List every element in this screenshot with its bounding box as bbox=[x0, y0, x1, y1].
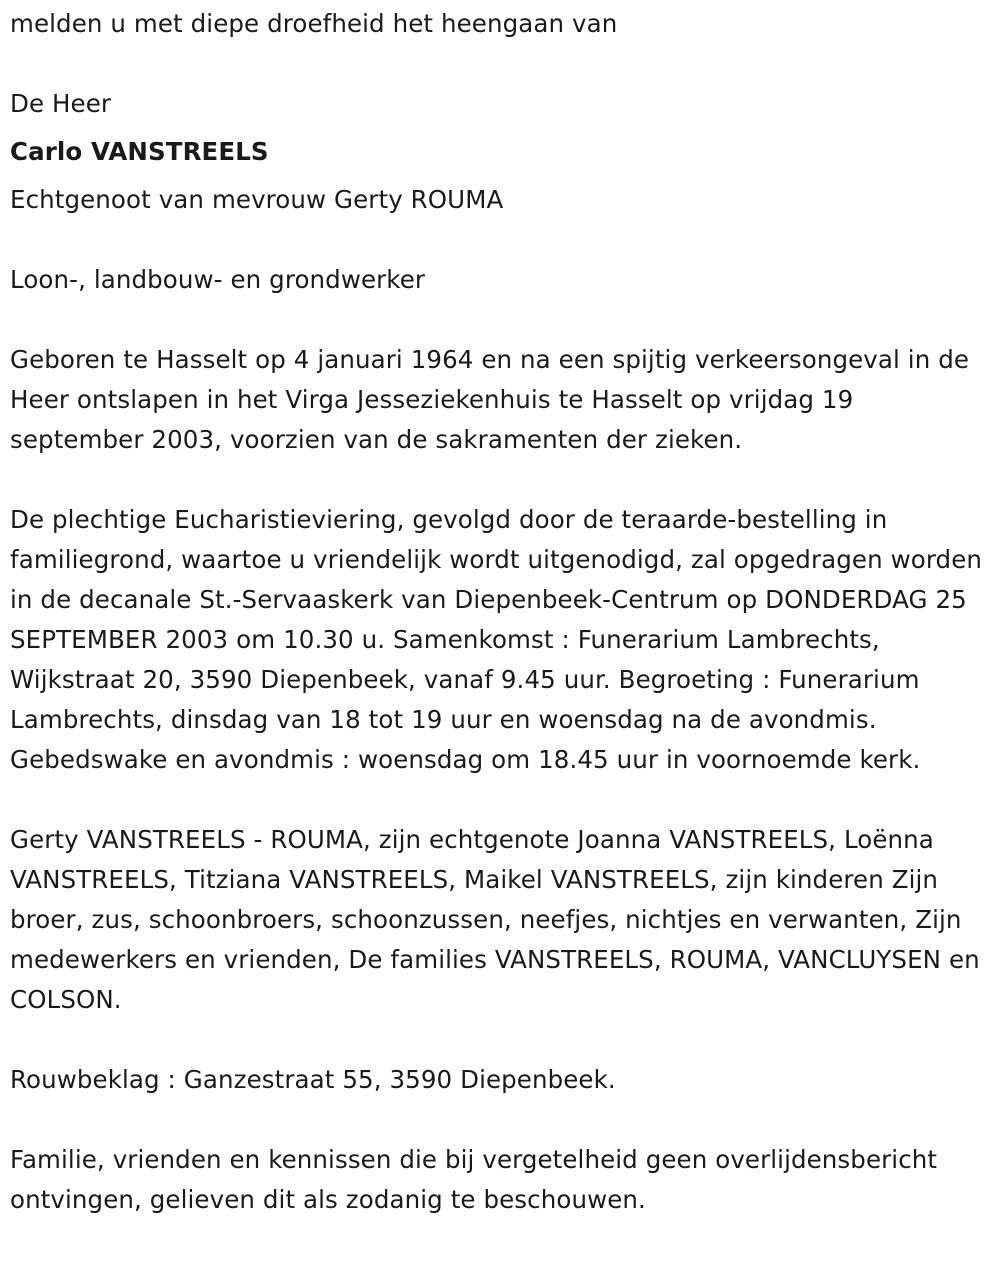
obituary-notice bbox=[10, 0, 992, 1220]
deceased-name: Carlo VANSTREELS bbox=[10, 137, 269, 166]
ceremony-paragraph: De plechtige Eucharistieviering, gevolgd door de teraarde-bestelling in familiegrond, waartoe u vriendelijk wordt uitgenodigd, zal opgedragen worden in de decanale St.-Servaaskerk van Diepenbeek-Centrum op DONDERDAG 25 SEPTEMBER 2003 om 10.30 u. Samenkomst : Funerarium Lambrechts, Wijkstraat 20, 3590 Diepenbeek, vanaf 9.45 uur. Begroeting : Funerarium Lambrechts, dinsdag van 18 tot 19 uur en woensdag na de avondmis. Gebedswake en avondmis : woensdag om 18.45 uur in voornoemde kerk. bbox=[10, 505, 983, 774]
honorific: De Heer bbox=[10, 89, 112, 118]
closing-paragraph: Familie, vrienden en kennissen die bij vergetelheid geen overlijdensbericht ontvingen, gelieven dit als zodanig te beschouwen. bbox=[10, 1145, 938, 1214]
spouse-line: Echtgenoot van mevrouw Gerty ROUMA bbox=[10, 185, 504, 214]
condolence-address: Rouwbeklag : Ganzestraat 55, 3590 Diepenbeek. bbox=[10, 1065, 616, 1094]
family-paragraph: Gerty VANSTREELS - ROUMA, zijn echtgenote Joanna VANSTREELS, Loënna VANSTREELS, Titziana VANSTREELS, Maikel VANSTREELS, zijn kinderen Zijn broer, zus, schoonbroers, schoonzussen, neefjes, nichtjes en verwanten, Zijn medewerkers en vrienden, De families VANSTREELS, ROUMA, VANCLUYSEN en COLSON. bbox=[10, 825, 980, 1014]
occupation: Loon-, landbouw- en grondwerker bbox=[10, 265, 426, 294]
intro-line: melden u met diepe droefheid het heengaan van bbox=[10, 9, 618, 38]
birth-death-paragraph: Geboren te Hasselt op 4 januari 1964 en na een spijtig verkeersongeval in de Heer ontslapen in het Virga Jesseziekenhuis te Hasselt op vrijdag 19 september 2003, voorzien van de sakramenten der zieken. bbox=[10, 345, 970, 454]
